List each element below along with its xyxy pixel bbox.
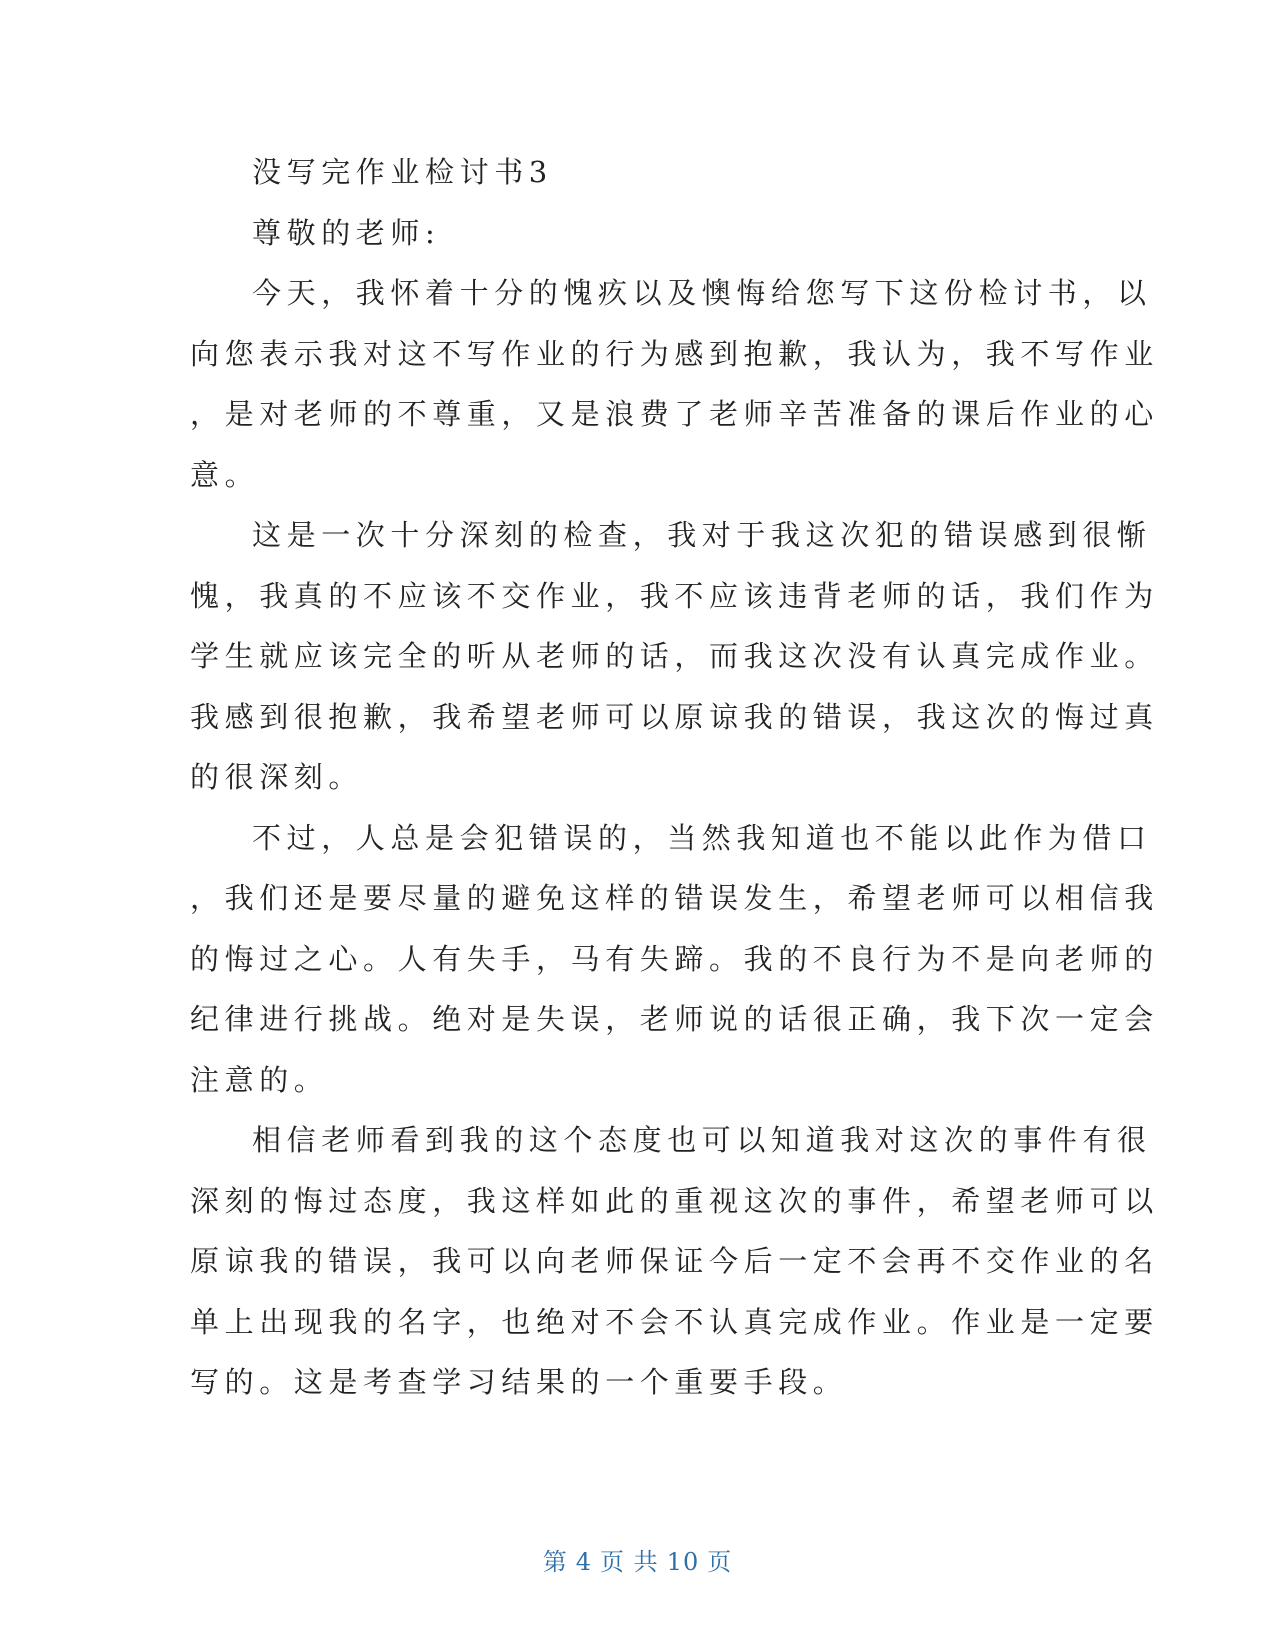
footer-middle: 页 共 — [600, 1548, 659, 1576]
footer-prefix: 第 — [542, 1548, 568, 1576]
page-footer — [0, 1542, 1275, 1577]
paragraph-2-line-2: 愧，我真的不应该不交作业，我不应该违背老师的话，我们作为 — [190, 578, 1159, 613]
footer-total-pages: 10 — [666, 1548, 700, 1576]
paragraph-1-line-2: 向您表示我对这不写作业的行为感到抱歉，我认为，我不写作业 — [190, 336, 1159, 371]
paragraph-4-line-2: 深刻的悔过态度，我这样如此的重视这次的事件，希望老师可以 — [190, 1183, 1159, 1218]
paragraph-3-line-4: 纪律进行挑战。绝对是失误，老师说的话很正确，我下次一定会 — [190, 1002, 1159, 1036]
paragraph-3-line-1: 不过，人总是会犯错误的，当然我知道也不能以此作为借口 — [252, 820, 1152, 855]
paragraph-1-line-3: ，是对老师的不尊重，又是浪费了老师辛苦准备的课后作业的心 — [190, 397, 1159, 431]
paragraph-1-line-1: 今天，我怀着十分的愧疚以及懊悔给您写下这份检讨书，以 — [252, 276, 1152, 310]
salutation: 尊敬的老师: — [252, 215, 441, 250]
paragraph-3-line-2: ，我们还是要尽量的避免这样的错误发生，希望老师可以相信我 — [190, 881, 1159, 915]
footer-page-number: 4 — [575, 1548, 593, 1576]
paragraph-4-line-4: 单上出现我的名字，也绝对不会不认真完成作业。作业是一定要 — [190, 1304, 1159, 1339]
document-title: 没写完作业检讨书3 — [252, 155, 553, 189]
paragraph-1-line-4: 意。 — [190, 457, 260, 492]
paragraph-2-line-3: 学生就应该完全的听从老师的话，而我这次没有认真完成作业。 — [190, 639, 1159, 673]
paragraph-4-line-5: 写的。这是考查学习结果的一个重要手段。 — [190, 1365, 848, 1399]
paragraph-3-line-3: 的悔过之心。人有失手，马有失蹄。我的不良行为不是向老师的 — [190, 941, 1159, 976]
paragraph-2-line-4: 我感到很抱歉，我希望老师可以原谅我的错误，我这次的悔过真 — [190, 699, 1159, 734]
paragraph-4-line-3: 原谅我的错误，我可以向老师保证今后一定不会再不交作业的名 — [190, 1244, 1159, 1278]
paragraph-4-line-1: 相信老师看到我的这个态度也可以知道我对这次的事件有很 — [252, 1123, 1152, 1157]
paragraph-2-line-5: 的很深刻。 — [190, 760, 364, 794]
footer-suffix: 页 — [707, 1548, 733, 1576]
paragraph-3-line-5: 注意的。 — [190, 1062, 329, 1097]
document-body — [190, 142, 1159, 1413]
paragraph-2-line-1: 这是一次十分深刻的检查，我对于我这次犯的错误感到很惭 — [252, 518, 1152, 552]
